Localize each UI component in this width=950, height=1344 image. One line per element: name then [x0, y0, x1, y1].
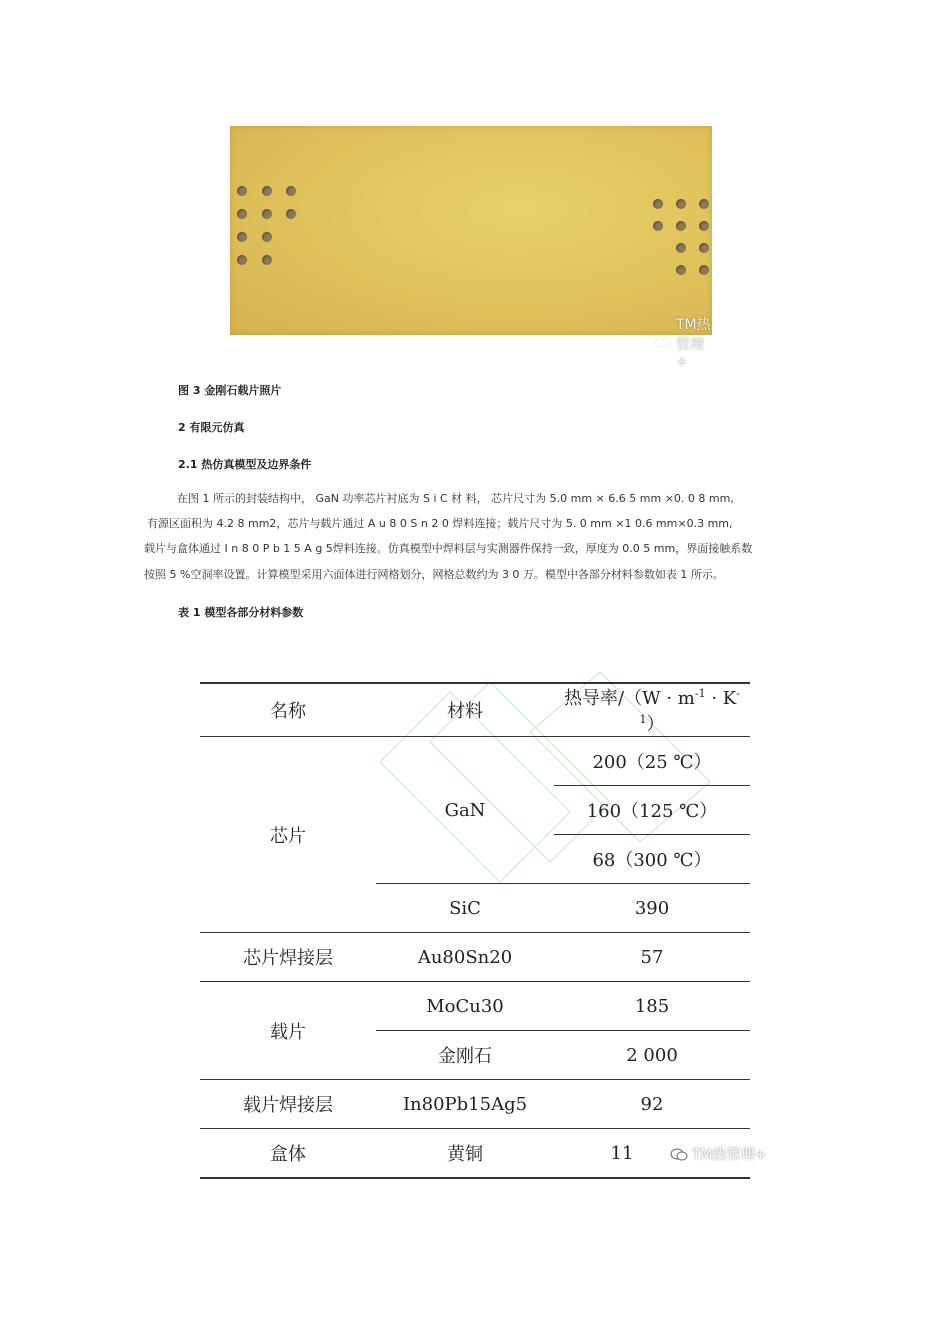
watermark [654, 314, 712, 370]
figure-caption: 图 3 金刚石载片照片 [178, 384, 282, 397]
cell-gan: GaN [376, 737, 554, 884]
wechat-icon [670, 1148, 688, 1160]
via-hole [676, 243, 686, 253]
via-hole [262, 232, 272, 242]
cell-value: 57 [554, 933, 750, 982]
cell-value: 185 [554, 982, 750, 1031]
via-hole [699, 221, 709, 231]
cell-brass: 黄铜 [376, 1129, 554, 1179]
body-paragraph [144, 486, 814, 587]
via-hole [237, 232, 247, 242]
header-material: 材料 [376, 683, 554, 737]
via-hole [676, 221, 686, 231]
via-hole [676, 199, 686, 209]
via-hole [676, 265, 686, 275]
paragraph-line: 按照 5 %空洞率设置。计算模型采用六面体进行网格划分，网格总数约为 3 0 万。模型中各部分材料参数如表 1 所示。 [144, 567, 724, 581]
paragraph-line: 在图 1 所示的封装结构中， GaN 功率芯片衬底为 S i C 材 料， 芯片尺寸为 5.0 mm × 6.6 5 mm ×0. 0 8 mm, [177, 492, 734, 505]
via-hole [237, 209, 247, 219]
cell-diamond: 金刚石 [376, 1031, 554, 1080]
diamond-carrier-photo [230, 126, 712, 370]
via-hole [262, 186, 272, 196]
wechat-icon [654, 336, 672, 348]
material-table [200, 682, 750, 1179]
table-watermark [670, 1144, 766, 1164]
subsection-heading: 2.1 热仿真模型及边界条件 [178, 458, 312, 471]
via-hole [286, 209, 296, 219]
header-conductivity: 热导率$/(W \cdot m^{-1} \cdot K^{-1})$ [554, 683, 750, 737]
cell-mocu: MoCu30 [376, 982, 554, 1031]
cell-box: 盒体 [200, 1129, 376, 1179]
watermark-text: TM热管理+ [692, 1147, 767, 1163]
cell-ausn: Au80Sn20 [376, 933, 554, 982]
cell-value: 160（125 ℃） [554, 786, 750, 835]
via-hole [237, 186, 247, 196]
via-hole [237, 255, 247, 265]
via-hole [653, 221, 663, 231]
via-hole [653, 199, 663, 209]
cell-value: 92 [554, 1080, 750, 1129]
cell-chip-solder: 芯片焊接层 [200, 933, 376, 982]
cell-inpbag: In80Pb15Ag5 [376, 1080, 554, 1129]
cell-value: 390 [554, 884, 750, 933]
header-name: 名称 [200, 683, 376, 737]
via-hole [262, 255, 272, 265]
via-hole [286, 186, 296, 196]
via-hole [262, 209, 272, 219]
cell-carrier-solder: 载片焊接层 [200, 1080, 376, 1129]
via-hole [699, 199, 709, 209]
cell-carrier: 载片 [200, 982, 376, 1080]
cell-value: 200（25 ℃） [554, 737, 750, 786]
watermark-text: TM热管理+ [676, 317, 711, 370]
paragraph-line: 有源区面积为 4.2 8 mm2，芯片与载片通过 A u 8 0 S n 2 0 焊料连接；载片尺寸为 5. 0 mm ×1 0.6 mm×0.3 mm, [147, 517, 733, 531]
table-caption: 表 1 模型各部分材料参数 [178, 606, 304, 619]
section-heading: 2 有限元仿真 [178, 421, 245, 434]
cell-value: 68（300 ℃） [554, 835, 750, 884]
paragraph-line: 载片与盒体通过 I n 8 0 P b 1 5 A g 5焊料连接。仿真模型中焊料层与实测器件保持一致，厚度为 0.0 5 mm，界面接触系数 [144, 542, 753, 556]
via-hole [699, 265, 709, 275]
cell-value: 11 [554, 1129, 750, 1179]
cell-value: 2 000 [554, 1031, 750, 1080]
cell-chip: 芯片 [200, 737, 376, 933]
via-hole [699, 243, 709, 253]
cell-sic: SiC [376, 884, 554, 933]
